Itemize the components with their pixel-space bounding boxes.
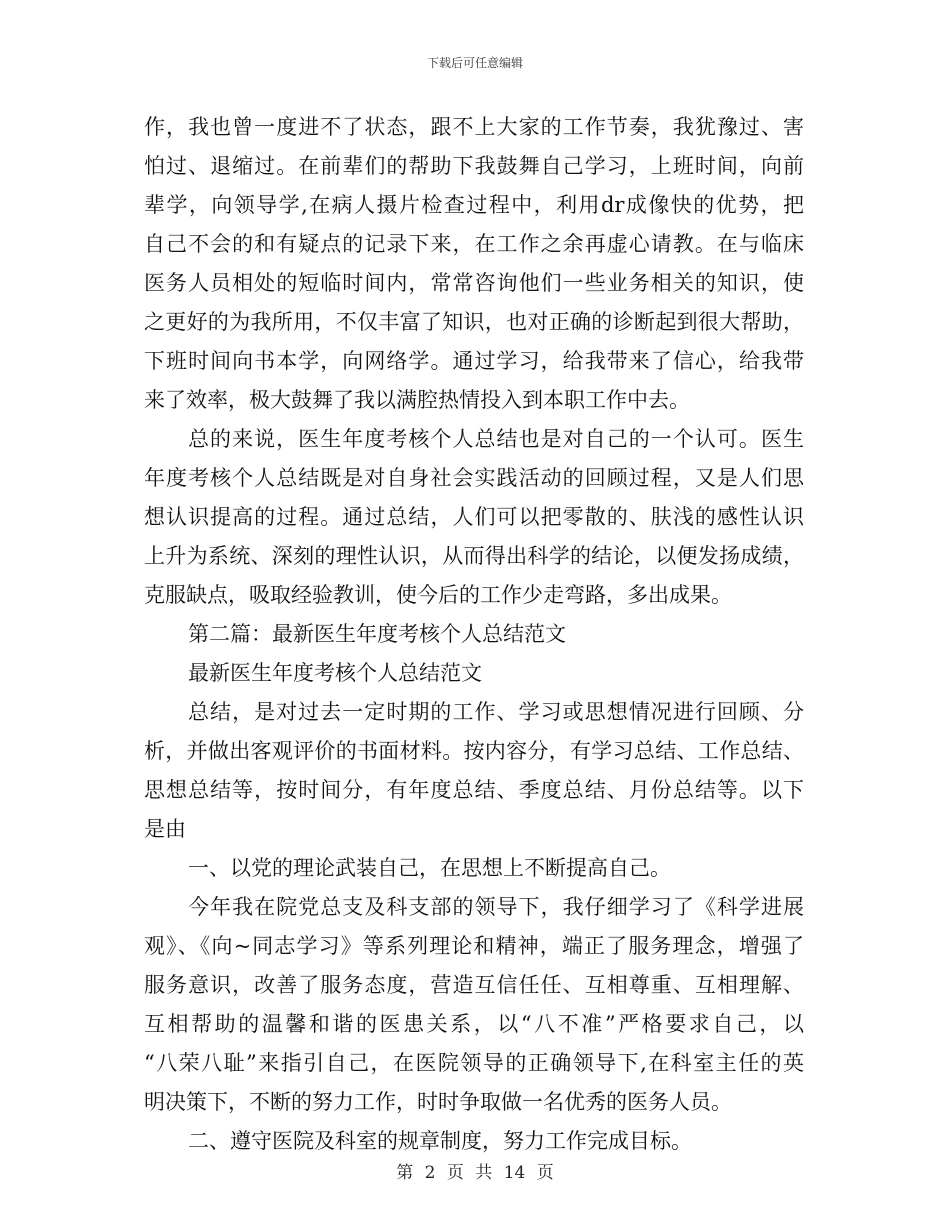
text-line: 析，并做出客观评价的书面材料。按内容分，有学习总结、工作总结、 [144,739,804,763]
text-line: 之更好的为我所用，不仅丰富了知识，也对正确的诊断起到很大帮助， [144,310,804,334]
text-line: 是由 [144,817,186,841]
text-line: 互相帮助的温馨和谐的医患关系，以“八不准”严格要求自己，以 [144,1012,804,1036]
text-line: “八荣八耻”来指引自己，在医院领导的正确领导下,在科室主任的英 [144,1051,804,1075]
document-body [144,108,804,1161]
text-line: 医务人员相处的短临时间内，常常咨询他们一些业务相关的知识，使 [144,271,804,295]
text-line: 最新医生年度考核个人总结范文 [188,661,482,685]
text-line: 下班时间向书本学，向网络学。通过学习，给我带来了信心，给我带 [144,349,804,373]
text-line: 今年我在院党总支及科支部的领导下，我仔细学习了《科学进展 [188,895,804,919]
text-line: 作，我也曾一度进不了状态，跟不上大家的工作节奏，我犹豫过、害 [144,115,804,139]
page-footer: 第 2 页 共 14 页 [396,1163,554,1183]
text-line: 观》、《向~同志学习》等系列理论和精神，端正了服务理念，增强了 [144,934,804,958]
text-line: 思想总结等，按时间分，有年度总结、季度总结、月份总结等。以下 [144,778,804,802]
text-line: 辈学，向领导学,在病人摄片检查过程中，利用dr成像快的优势，把 [144,193,804,217]
text-line: 上升为系统、深刻的理性认识，从而得出科学的结论，以便发扬成绩， [144,544,804,568]
text-line: 明决策下，不断的努力工作，时时争取做一名优秀的医务人员。 [144,1090,732,1114]
text-line: 总的来说，医生年度考核个人总结也是对自己的一个认可。医生 [188,427,804,451]
text-line: 一、以党的理论武装自己，在思想上不断提高自己。 [188,856,671,880]
text-line: 怕过、退缩过。在前辈们的帮助下我鼓舞自己学习，上班时间，向前 [144,154,804,178]
text-line: 二、遵守医院及科室的规章制度，努力工作完成目标。 [188,1129,692,1153]
page-header: 下载后可任意编辑 [426,56,523,70]
text-line: 克服缺点，吸取经验教训，使今后的工作少走弯路，多出成果。 [144,583,732,607]
text-line: 想认识提高的过程。通过总结，人们可以把零散的、肤浅的感性认识 [144,505,804,529]
text-line: 自己不会的和有疑点的记录下来，在工作之余再虚心请教。在与临床 [144,232,804,256]
text-line: 年度考核个人总结既是对自身社会实践活动的回顾过程，又是人们思 [144,466,804,490]
text-line: 第二篇：最新医生年度考核个人总结范文 [188,622,566,646]
text-line: 总结，是对过去一定时期的工作、学习或思想情况进行回顾、分 [188,700,804,724]
text-line: 服务意识，改善了服务态度，营造互信任任、互相尊重、互相理解、 [144,973,804,997]
text-line: 来了效率，极大鼓舞了我以满腔热情投入到本职工作中去。 [144,388,690,412]
